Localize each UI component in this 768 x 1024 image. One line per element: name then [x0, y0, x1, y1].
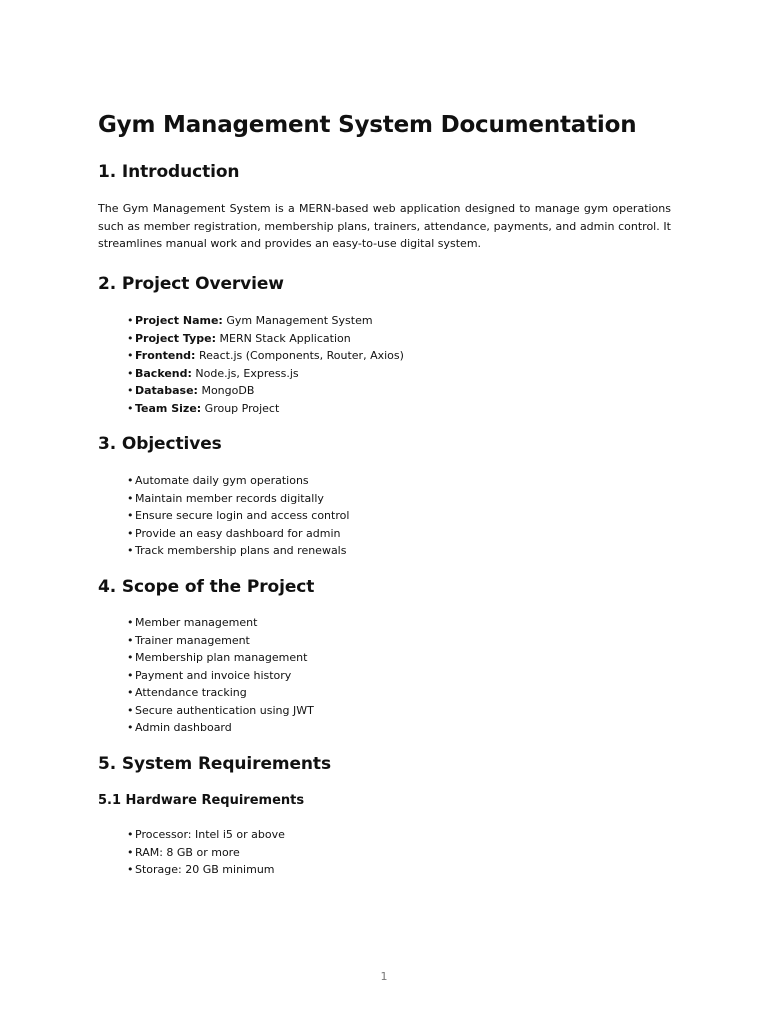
list-item: [127, 400, 404, 418]
bullet: •: [127, 384, 134, 397]
project-overview-heading: 2. Project Overview: [98, 274, 284, 294]
list-item: [127, 649, 314, 667]
introduction-paragraph: The Gym Management System is a MERN-based web application designed to manage gym operations such as member registration, membership plans, trainers, attendance, payments, and admin control. It streamlines manual work and provides an easy-to-use digital system.: [98, 202, 671, 250]
bullet: •: [127, 349, 134, 362]
list-item: [127, 472, 349, 490]
item-label: Team Size:: [135, 401, 202, 415]
hardware-requirements-heading: 5.1 Hardware Requirements: [98, 793, 305, 808]
bullet: •: [127, 863, 134, 876]
introduction-heading: 1. Introduction: [98, 162, 240, 182]
item-text: Processor: Intel i5 or above: [135, 828, 285, 841]
list-item: [127, 525, 349, 543]
bullet: •: [127, 651, 134, 664]
objectives-list: [127, 472, 349, 560]
item-text: Membership plan management: [135, 651, 308, 664]
item-text: Member management: [135, 616, 258, 629]
list-item: [127, 632, 314, 650]
item-value: MERN Stack Application: [216, 331, 351, 345]
item-text: Attendance tracking: [135, 686, 247, 699]
item-text: RAM: 8 GB or more: [135, 845, 240, 859]
item-text: Track membership plans and renewals: [135, 544, 347, 557]
list-item: [127, 826, 285, 844]
system-requirements-heading: 5. System Requirements: [98, 754, 331, 774]
list-item: [127, 684, 314, 702]
page-number: 1: [380, 970, 388, 983]
bullet: •: [127, 845, 134, 859]
list-item: [127, 861, 285, 879]
project-overview-list: [127, 312, 404, 417]
list-item: [127, 614, 314, 632]
bullet: •: [127, 721, 134, 734]
list-item: [127, 312, 404, 330]
scope-heading: 4. Scope of the Project: [98, 577, 315, 597]
item-label: Backend:: [135, 366, 192, 380]
item-text: Storage: 20 GB minimum: [135, 863, 275, 876]
item-value: MongoDB: [197, 384, 255, 397]
bullet: •: [127, 491, 134, 505]
list-item: [127, 382, 404, 400]
list-item: [127, 330, 404, 348]
item-label: Project Name:: [135, 314, 223, 327]
item-value: Node.js, Express.js: [191, 366, 299, 380]
list-item: [127, 365, 404, 383]
bullet: •: [127, 686, 134, 699]
document-title: Gym Management System Documentation: [98, 112, 637, 138]
item-label: Database:: [135, 384, 198, 397]
bullet: •: [127, 668, 134, 682]
list-item: [127, 844, 285, 862]
item-value: Gym Management System: [222, 314, 373, 327]
item-text: Ensure secure login and access control: [135, 509, 350, 522]
bullet: •: [127, 314, 134, 327]
item-text: Maintain member records digitally: [135, 491, 324, 505]
bullet: •: [127, 366, 134, 380]
bullet: •: [127, 828, 134, 841]
list-item: [127, 702, 314, 720]
bullet: •: [127, 401, 134, 415]
bullet: •: [127, 526, 134, 540]
bullet: •: [127, 509, 134, 522]
item-value: React.js (Components, Router, Axios): [195, 349, 404, 362]
item-text: Admin dashboard: [135, 721, 232, 734]
list-item: [127, 719, 314, 737]
item-label: Frontend:: [135, 349, 196, 362]
list-item: [127, 667, 314, 685]
list-item: [127, 507, 349, 525]
item-text: Payment and invoice history: [135, 668, 292, 682]
bullet: •: [127, 633, 134, 647]
hardware-requirements-list: [127, 826, 285, 879]
item-text: Trainer management: [135, 633, 250, 647]
bullet: •: [127, 331, 134, 345]
bullet: •: [127, 703, 134, 717]
bullet: •: [127, 544, 134, 557]
item-text: Automate daily gym operations: [135, 474, 309, 487]
scope-list: [127, 614, 314, 737]
bullet: •: [127, 474, 134, 487]
bullet: •: [127, 616, 134, 629]
list-item: [127, 542, 349, 560]
item-text: Secure authentication using JWT: [135, 703, 314, 717]
objectives-heading: 3. Objectives: [98, 434, 222, 454]
item-value: Group Project: [201, 401, 280, 415]
list-item: [127, 490, 349, 508]
item-label: Project Type:: [135, 331, 216, 345]
list-item: [127, 347, 404, 365]
item-text: Provide an easy dashboard for admin: [135, 526, 341, 540]
